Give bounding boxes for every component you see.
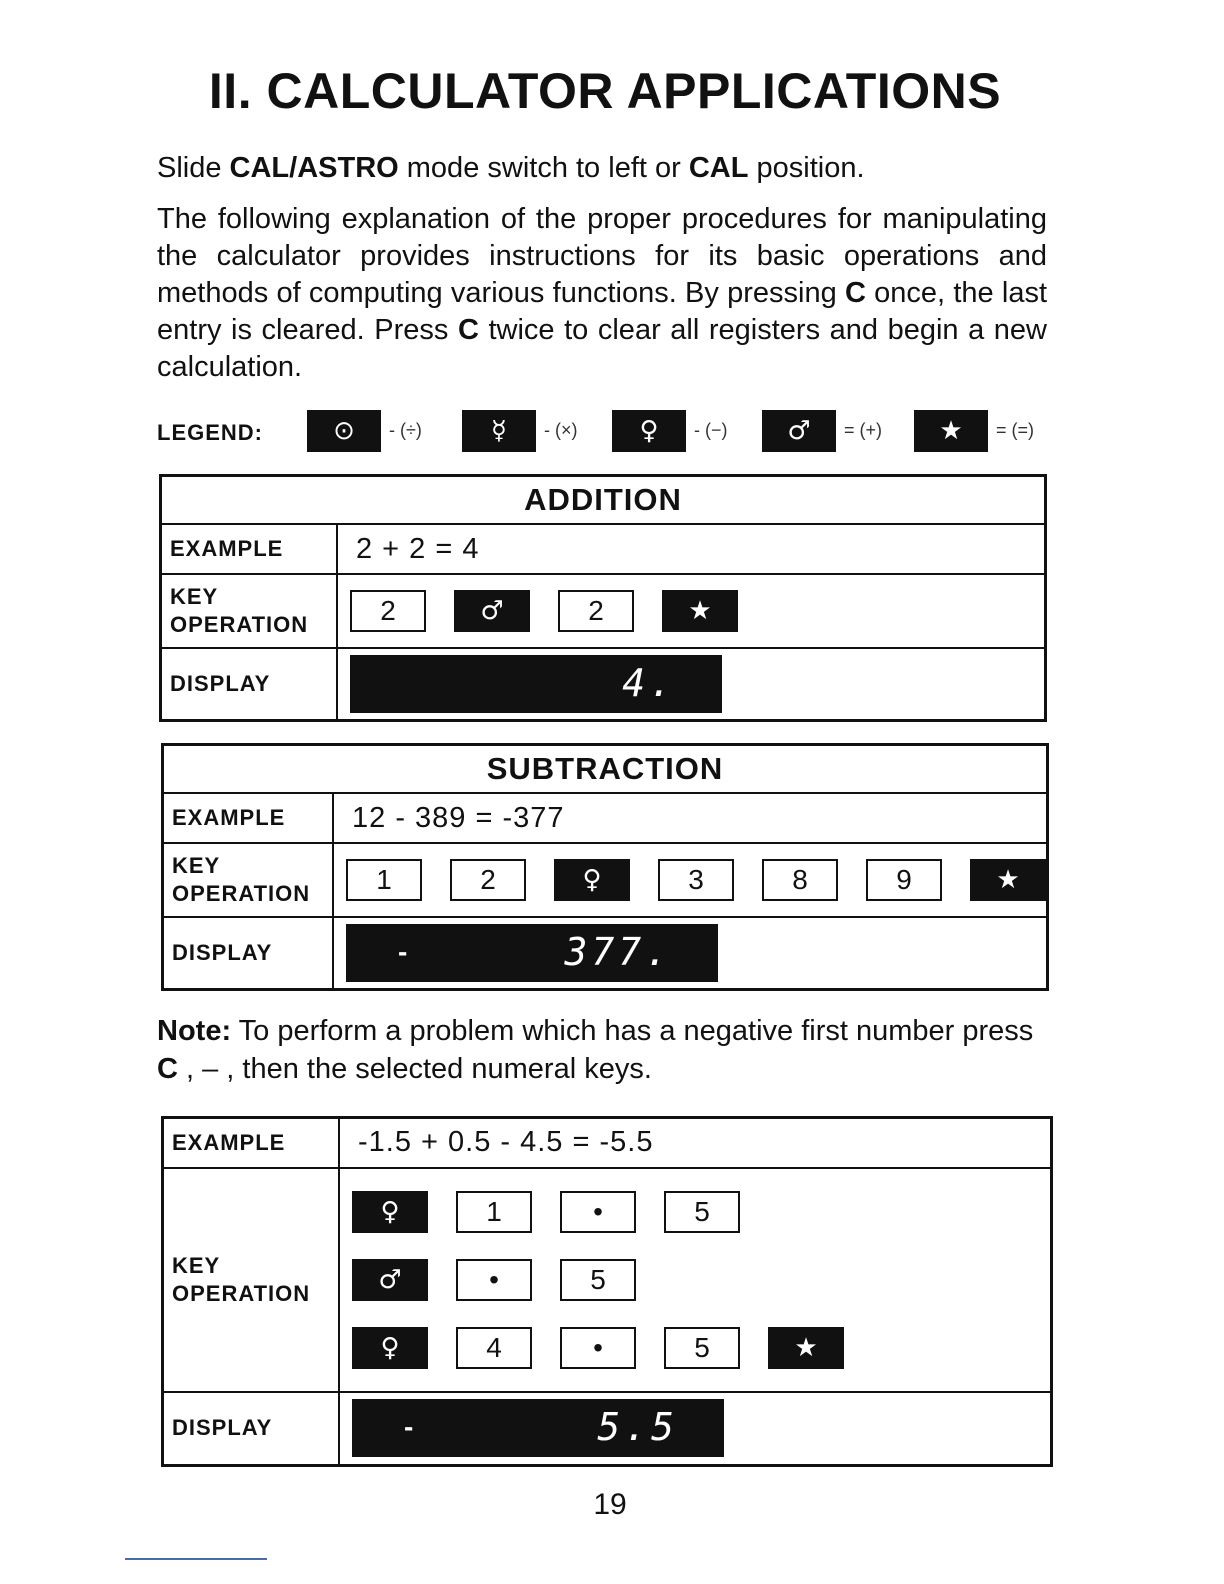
- display-value: 4.: [622, 660, 676, 705]
- page-number: 19: [593, 1488, 627, 1521]
- venus-icon[interactable]: ♀: [352, 1327, 428, 1369]
- subtraction-key-operation: [333, 843, 1048, 917]
- addition-table: [159, 474, 1047, 722]
- key-row: [350, 589, 1044, 633]
- intro-paragraph-mode: Slide CAL/ASTRO mode switch to left or CAL position.: [157, 152, 865, 184]
- display-value: 377.: [564, 929, 672, 974]
- key-5[interactable]: 5: [664, 1191, 740, 1233]
- mars-icon: ♂: [762, 410, 836, 452]
- note-label: Note:: [157, 1015, 232, 1047]
- venus-icon: ♀: [612, 410, 686, 452]
- addition-example: 2 + 2 = 4: [337, 524, 1046, 574]
- key-2[interactable]: 2: [450, 859, 526, 901]
- display-label: DISPLAY: [163, 917, 334, 989]
- mixed-example: -1.5 + 0.5 - 4.5 = -5.5: [339, 1118, 1052, 1168]
- key-2[interactable]: 2: [350, 590, 426, 632]
- subtraction-table: [161, 743, 1049, 991]
- footer-rule: [125, 1558, 267, 1560]
- lcd-display: [346, 924, 718, 982]
- key-row: [352, 1326, 1050, 1370]
- star-icon[interactable]: ★: [768, 1327, 844, 1369]
- key-3[interactable]: 3: [658, 859, 734, 901]
- legend-label: LEGEND:: [157, 420, 263, 445]
- legend-meaning: = (+): [844, 420, 883, 440]
- legend: [157, 410, 1057, 452]
- display-label: DISPLAY: [161, 648, 338, 720]
- key-row: [352, 1258, 1050, 1302]
- key-2[interactable]: 2: [558, 590, 634, 632]
- intro-paragraph-explanation: The following explanation of the proper procedures for manipulating the calculator provides instructions for its basic operations and methods of computing various functions. By pressing C once, the last entry is cleared. Press C twice to clear all registers and begin a new calculation.: [157, 203, 1048, 383]
- key-row: [346, 858, 1046, 902]
- mixed-display-cell: [339, 1392, 1052, 1466]
- addition-header: ADDITION: [161, 476, 1046, 525]
- display-label: DISPLAY: [163, 1392, 340, 1466]
- addition-display-cell: [337, 648, 1046, 720]
- display-sign: -: [398, 935, 408, 967]
- legend-meaning: = (=): [996, 420, 1035, 440]
- key-9[interactable]: 9: [866, 859, 942, 901]
- display-sign: -: [404, 1411, 414, 1443]
- subtraction-example: 12 - 389 = -377: [333, 793, 1048, 843]
- venus-icon[interactable]: ♀: [352, 1191, 428, 1233]
- subtraction-header: SUBTRACTION: [163, 745, 1048, 794]
- key-decimal[interactable]: •: [560, 1327, 636, 1369]
- legend-meaning: - (−): [694, 420, 728, 440]
- star-icon[interactable]: ★: [662, 590, 738, 632]
- key-8[interactable]: 8: [762, 859, 838, 901]
- key-5[interactable]: 5: [560, 1259, 636, 1301]
- key-operation-label: KEY OPERATION: [161, 574, 338, 648]
- mixed-key-operation: [339, 1168, 1052, 1392]
- mercury-icon: ☿: [462, 410, 536, 452]
- mars-icon[interactable]: ♂: [454, 590, 530, 632]
- subtraction-display-cell: [333, 917, 1048, 989]
- star-icon[interactable]: ★: [970, 859, 1046, 901]
- negative-first-number-table: [161, 1116, 1053, 1467]
- addition-key-operation: [337, 574, 1046, 648]
- mars-icon[interactable]: ♂: [352, 1259, 428, 1301]
- key-decimal[interactable]: •: [456, 1259, 532, 1301]
- key-decimal[interactable]: •: [560, 1191, 636, 1233]
- key-operation-label: KEY OPERATION: [163, 1168, 340, 1392]
- key-1[interactable]: 1: [456, 1191, 532, 1233]
- note-paragraph: Note: To perform a problem which has a negative first number press C , – , then the selected numeral keys.: [157, 1015, 1034, 1085]
- lcd-display: [352, 1399, 724, 1457]
- key-5[interactable]: 5: [664, 1327, 740, 1369]
- display-value: 5.5: [597, 1405, 678, 1450]
- lcd-display: [350, 655, 722, 713]
- example-label: EXAMPLE: [163, 1118, 340, 1168]
- key-row: [352, 1190, 1050, 1234]
- sun-icon: ⊙: [307, 410, 381, 452]
- example-label: EXAMPLE: [161, 524, 338, 574]
- legend-meaning: - (÷): [389, 420, 422, 440]
- legend-meaning: - (×): [544, 420, 578, 440]
- venus-icon[interactable]: ♀: [554, 859, 630, 901]
- key-operation-label: KEY OPERATION: [163, 843, 334, 917]
- key-4[interactable]: 4: [456, 1327, 532, 1369]
- page-title: II. CALCULATOR APPLICATIONS: [208, 63, 1002, 119]
- star-icon: ★: [914, 410, 988, 452]
- key-1[interactable]: 1: [346, 859, 422, 901]
- example-label: EXAMPLE: [163, 793, 334, 843]
